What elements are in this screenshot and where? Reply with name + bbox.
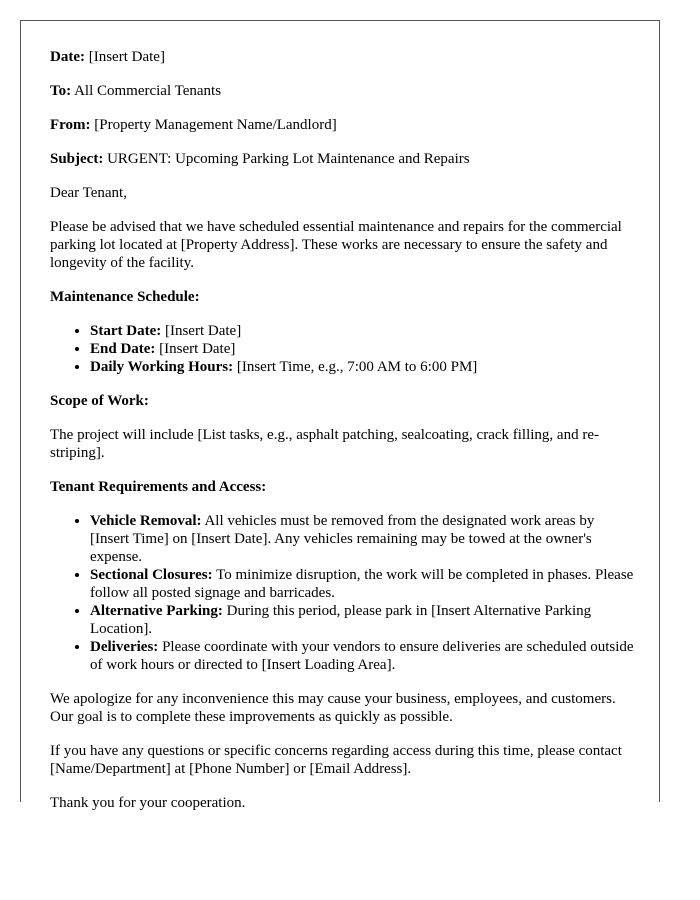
to-label: To: <box>50 83 72 99</box>
to-line <box>50 82 635 100</box>
list-item <box>90 638 635 674</box>
subject-value: URGENT: Upcoming Parking Lot Maintenance and Repairs <box>107 151 470 167</box>
list-item-label: Deliveries: <box>90 639 159 655</box>
letter-page <box>20 20 660 811</box>
date-label: Date: <box>50 49 85 65</box>
schedule-list <box>50 322 635 376</box>
list-item-label: End Date: <box>90 341 156 357</box>
to-value: All Commercial Tenants <box>74 83 222 99</box>
requirements-heading <box>50 478 635 496</box>
list-item-text: To minimize disruption, the work will be completed in phases. Please follow all posted signage and barricades. <box>90 567 634 601</box>
closing-line: Thank you for your cooperation. <box>50 795 246 811</box>
contact-paragraph: If you have any questions or specific concerns regarding access during this time, please contact [Name/Department] at [Phone Number] or [Email Address]. <box>50 743 622 777</box>
list-item-label: Daily Working Hours: <box>90 359 234 375</box>
date-line <box>50 48 635 66</box>
from-line <box>50 116 635 134</box>
list-item-text: All vehicles must be removed from the designated work areas by [Insert Time] on [Insert Date]. Any vehicles remaining may be towed at the owner's expense. <box>90 513 595 565</box>
list-item-text: [Insert Time, e.g., 7:00 AM to 6:00 PM] <box>236 359 478 375</box>
list-item-text: During this period, please park in [Insert Alternative Parking Location]. <box>90 603 592 637</box>
date-value: [Insert Date] <box>88 49 165 65</box>
schedule-heading <box>50 288 635 306</box>
list-item-label: Vehicle Removal: <box>90 513 202 529</box>
scope-paragraph: The project will include [List tasks, e.g., asphalt patching, sealcoating, crack filling, and re-striping]. <box>50 427 599 461</box>
list-item-text: Please coordinate with your vendors to ensure deliveries are scheduled outside of work hours or directed to [Insert Loading Area]. <box>90 639 634 673</box>
list-item-text: [Insert Date] <box>159 341 236 357</box>
letter-body <box>50 48 635 828</box>
salutation: Dear Tenant, <box>50 185 127 201</box>
requirements-list <box>50 512 635 674</box>
subject-line <box>50 150 635 168</box>
from-value: [Property Management Name/Landlord] <box>94 117 337 133</box>
schedule-heading-text: Maintenance Schedule: <box>50 289 200 305</box>
list-item <box>90 566 635 602</box>
subject-label: Subject: <box>50 151 104 167</box>
from-label: From: <box>50 117 91 133</box>
intro-paragraph: Please be advised that we have scheduled essential maintenance and repairs for the commercial parking lot located at [Property Address]. These works are necessary to ensure the safety and longevity of the facility. <box>50 219 622 271</box>
list-item <box>90 512 635 566</box>
list-item-label: Start Date: <box>90 323 162 339</box>
list-item <box>90 602 635 638</box>
list-item <box>90 322 635 340</box>
list-item-label: Alternative Parking: <box>90 603 223 619</box>
scope-heading-text: Scope of Work: <box>50 393 149 409</box>
list-item <box>90 340 635 358</box>
scope-heading <box>50 392 635 410</box>
list-item-label: Sectional Closures: <box>90 567 213 583</box>
list-item-text: [Insert Date] <box>164 323 242 339</box>
apology-paragraph: We apologize for any inconvenience this may cause your business, employees, and customers. Our goal is to complete these improvements as quickly as possible. <box>50 691 616 725</box>
list-item <box>90 358 635 376</box>
requirements-heading-text: Tenant Requirements and Access: <box>50 479 267 495</box>
